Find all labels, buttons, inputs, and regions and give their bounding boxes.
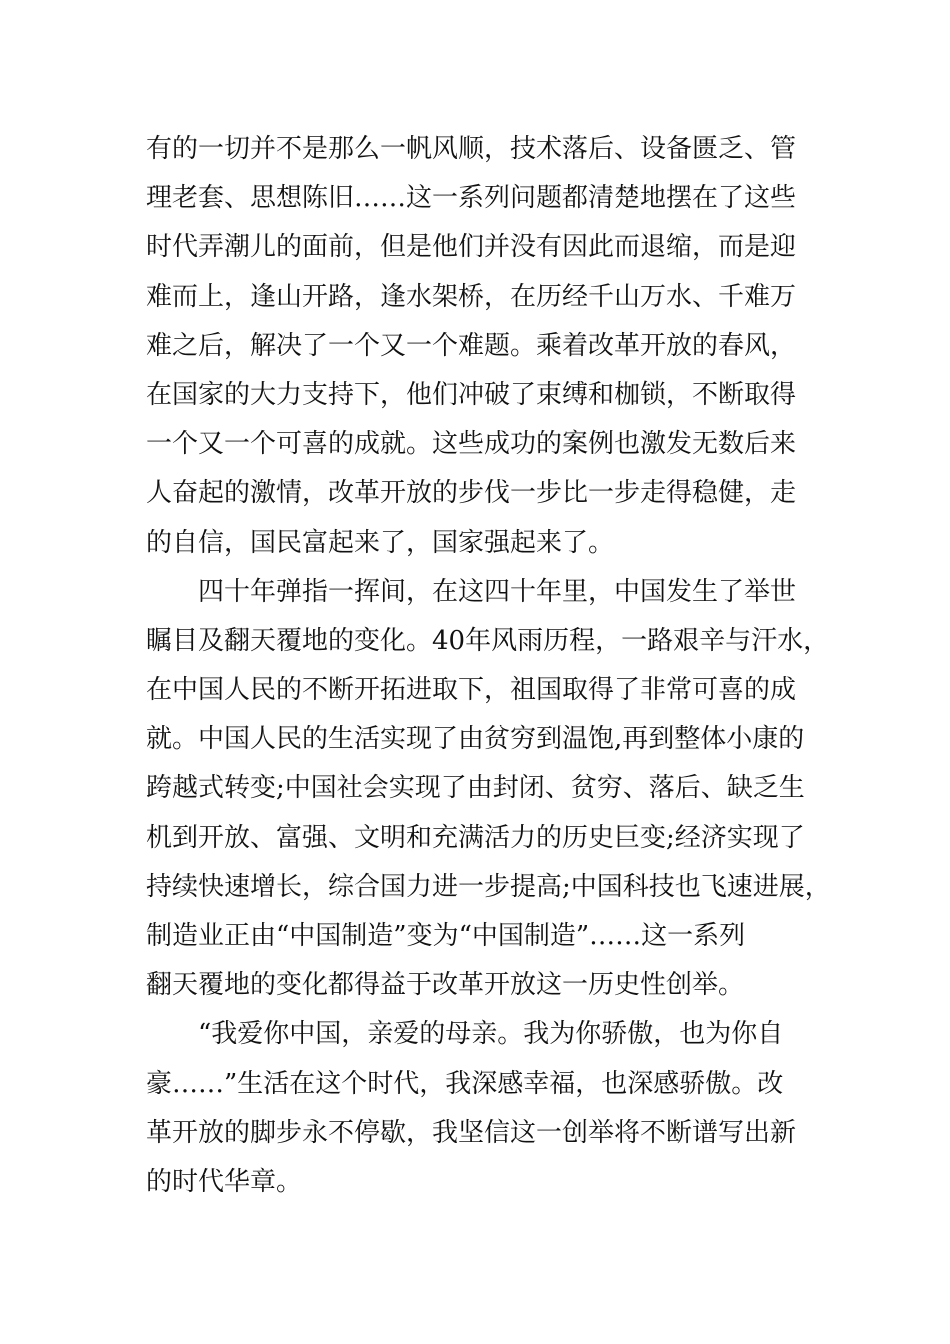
text-line: 的时代华章。 xyxy=(146,1166,303,1197)
text-line: 革开放的脚步永不停歇，我坚信这一创举将不断谱写出新 xyxy=(146,1117,797,1148)
text-line-first: “我爱你中国，亲爱的母亲。我为你骄傲，也为你自 xyxy=(198,1019,784,1050)
text-line: 在国家的大力支持下，他们冲破了束缚和枷锁，不断取得 xyxy=(146,379,797,410)
text-line: 时代弄潮儿的面前，但是他们并没有因此而退缩，而是迎 xyxy=(146,232,797,263)
text-line: 持续快速增长，综合国力进一步提高;中国科技也飞速进展， xyxy=(146,871,831,902)
text-line: 在中国人民的不断开拓进取下，祖国取得了非常可喜的成 xyxy=(146,675,797,706)
paragraph-3 xyxy=(146,1010,812,1207)
text-line: 难之后，解决了一个又一个难题。乘着改革开放的春风， xyxy=(146,330,797,361)
paragraph-1 xyxy=(146,125,812,568)
text-line: 瞩目及翻天覆地的变化。40年风雨历程，一路艰辛与汗水， xyxy=(146,625,830,656)
text-line: 豪……”生活在这个时代，我深感幸福，也深感骄傲。改 xyxy=(146,1068,784,1099)
text-line: 机到开放、富强、文明和充满活力的历史巨变;经济实现了 xyxy=(146,822,805,853)
text-line: 制造业正由“中国制造”变为“中国制造”……这一系列 xyxy=(146,921,746,951)
text-line-first: 四十年弹指一挥间，在这四十年里，中国发生了举世 xyxy=(198,576,797,607)
paragraph-2 xyxy=(146,568,831,1011)
document-body xyxy=(146,125,831,1207)
text-line: 理老套、思想陈旧……这一系列问题都清楚地摆在了这些 xyxy=(146,183,797,214)
text-line: 难而上，逢山开路，逢水架桥，在历经千山万水、千难万 xyxy=(146,281,797,312)
text-line: 跨越式转变;中国社会实现了由封闭、贫穷、落后、缺乏生 xyxy=(146,773,805,804)
text-line: 一个又一个可喜的成就。这些成功的案例也激发无数后来 xyxy=(146,429,797,460)
text-line: 人奋起的激情，改革开放的步伐一步比一步走得稳健，走 xyxy=(146,478,797,509)
text-line: 翻天覆地的变化都得益于改革开放这一历史性创举。 xyxy=(146,970,745,1001)
text-line: 的自信，国民富起来了，国家强起来了。 xyxy=(146,527,615,558)
text-line: 有的一切并不是那么一帆风顺，技术落后、设备匮乏、管 xyxy=(146,134,797,164)
text-line: 就。中国人民的生活实现了由贫穷到温饱,再到整体小康的 xyxy=(146,724,805,755)
